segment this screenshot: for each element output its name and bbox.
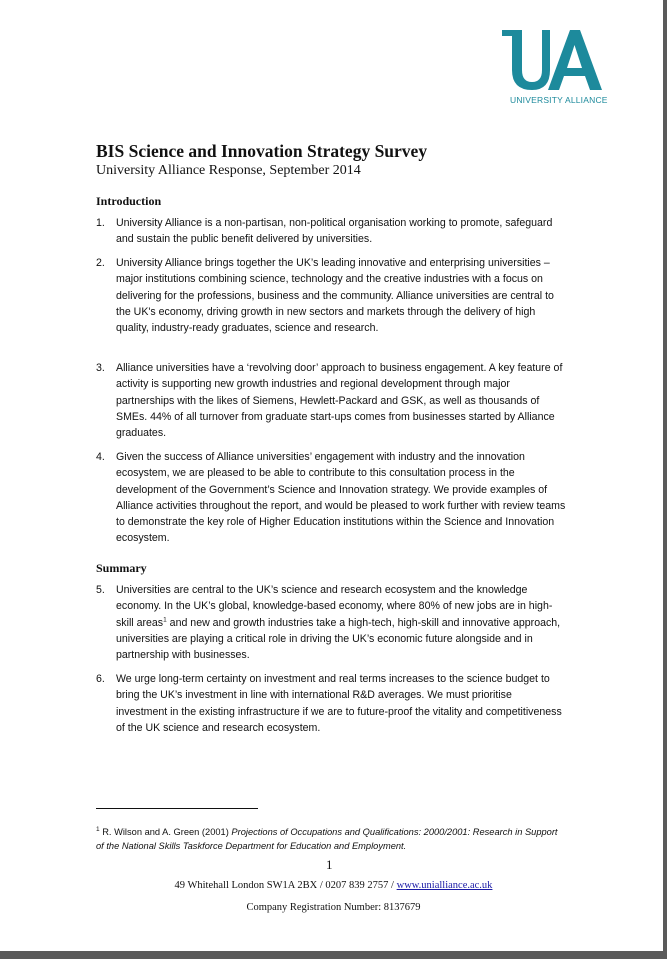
paragraph-number: 1. — [96, 217, 105, 229]
paragraph-number: 6. — [96, 673, 105, 685]
paragraph-3 — [96, 360, 566, 441]
paragraph-6 — [96, 671, 566, 736]
paragraph-text: Alliance universities have a ‘revolving door’ approach to business engagement. A key feature of activity is supporting new growth industries and regional development through major partnerships with the likes of Siemens, Hewlett-Packard and GSK, as well as thousands of SMEs. 44% of all turnover from graduate start-ups comes from businesses started by Alliance graduates. — [116, 362, 563, 440]
section-heading-summary: Summary — [96, 561, 147, 575]
footnote-authors: R. Wilson and A. Green (2001) — [99, 827, 232, 838]
footnote-title: Projections of Occupations and Qualifications: 2000/2001: Research in Support of the National Skills Taskforce Department for Education and Employment. — [96, 827, 558, 851]
paragraph-text-start: Universities are central to the UK’s science and research ecosystem and the knowledge economy. In the UK’s global, knowledge-based economy, where 80% of new jobs are in high-skill areas — [116, 584, 553, 629]
footer-address: 49 Whitehall London SW1A 2BX / 0207 839 2757 / — [174, 880, 397, 891]
page-edge-bottom — [0, 951, 667, 959]
paragraph-4 — [96, 449, 566, 547]
paragraph-number: 4. — [96, 451, 105, 463]
paragraph-1 — [96, 215, 566, 248]
paragraph-text-end: and new and growth industries take a high-tech, high-skill and innovative approach, universities are playing a critical role in driving the UK’s economic future alongside and in partnership with businesses. — [116, 616, 561, 662]
footnote-number: 1 — [96, 826, 100, 833]
paragraph-number: 3. — [96, 362, 105, 374]
footnote-reference[interactable]: 1 — [163, 616, 167, 624]
paragraph-5 — [96, 582, 566, 663]
document-title: BIS Science and Innovation Strategy Survey — [96, 141, 428, 161]
footnote — [96, 823, 566, 853]
page-number: 1 — [326, 857, 333, 872]
page-edge-right — [663, 0, 667, 959]
footer-registration: Company Registration Number: 8137679 — [246, 902, 421, 913]
university-alliance-logo — [500, 28, 608, 105]
section-heading-introduction: Introduction — [96, 194, 162, 208]
footer-contact — [0, 880, 667, 891]
paragraph-text: We urge long-term certainty on investment and real terms increases to the science budget to bring the UK’s investment in line with international R&D averages. We must prioritise investment in the existing infrastructure if we are to future-proof the vitality and competitiveness of the UK science and research ecosystem. — [116, 673, 562, 734]
paragraph-text — [116, 582, 566, 663]
paragraph-text: University Alliance is a non-partisan, non-political organisation working to promote, safeguard and sustain the public benefit delivered by universities. — [116, 217, 553, 246]
paragraph-text: Given the success of Alliance universities’ engagement with industry and the innovation ecosystem, we are pleased to be able to contribute to this consultation process in the development of the Government’s Science and Innovation strategy. We provide examples of Alliance activities throughout the report, and would be pleased to work further with review teams to demonstrate the key role of Higher Education institutions within the Science and Innovation ecosystem. — [116, 451, 566, 545]
paragraph-text: University Alliance brings together the UK’s leading innovative and enterprising universities – major institutions combining science, technology and the creative industries with a focus on delivering for the professions, business and the community. Alliance universities are central to the UK's economy, driving growth in new sectors and markets through the delivery of high quality, industry-ready graduates, science and research. — [116, 257, 554, 335]
website-link[interactable]: www.unialliance.ac.uk — [396, 880, 493, 891]
footnote-divider — [96, 808, 258, 809]
paragraph-2 — [96, 255, 566, 336]
paragraph-number: 2. — [96, 257, 105, 269]
ua-logo-mark — [500, 28, 604, 92]
logo-caption: UNIVERSITY ALLIANCE — [510, 95, 608, 105]
document-subtitle: University Alliance Response, September 2014 — [96, 163, 361, 178]
paragraph-number: 5. — [96, 584, 105, 596]
